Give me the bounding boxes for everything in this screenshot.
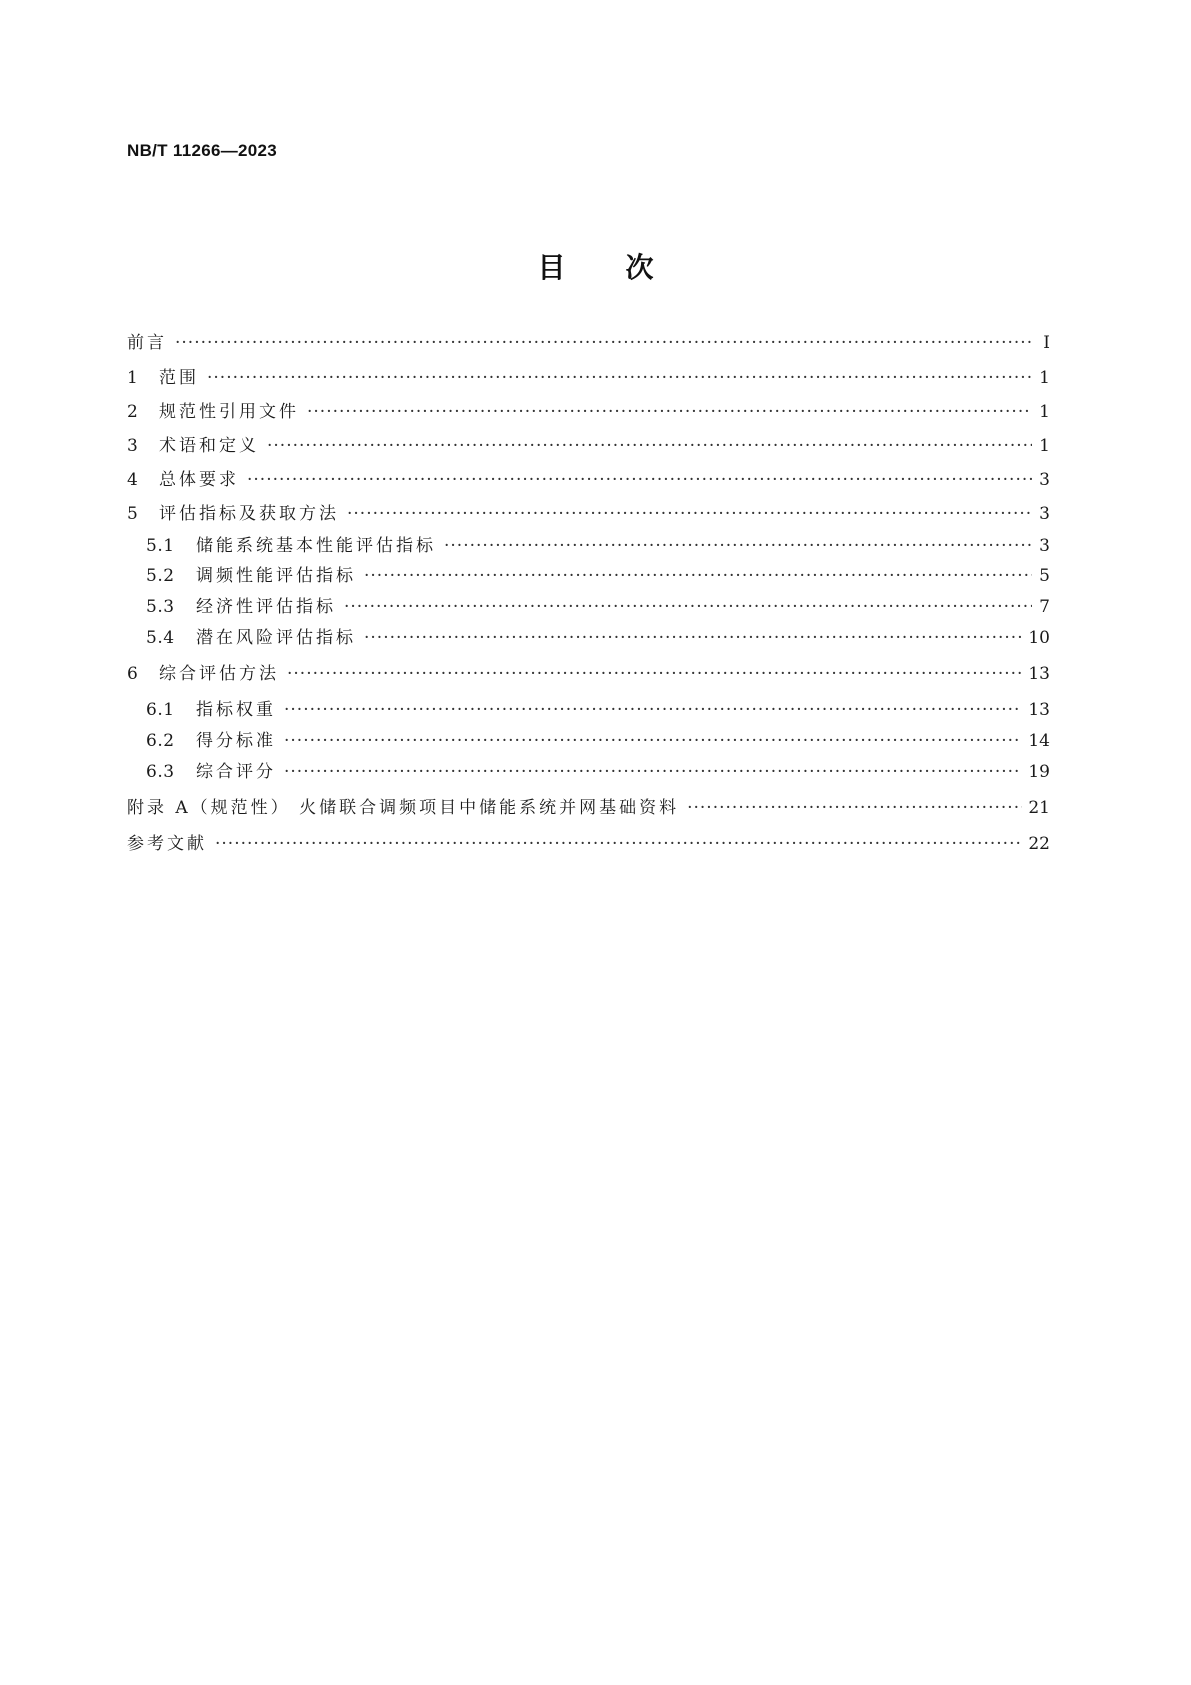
toc-leader-dots — [284, 759, 1022, 785]
toc-leader-dots — [287, 661, 1022, 687]
toc-entry-page: 1 — [1039, 402, 1050, 422]
toc-entry-page: 3 — [1039, 504, 1050, 524]
toc-leader-dots — [347, 501, 1032, 527]
toc-entry-section-6-2[interactable] — [146, 728, 1050, 754]
toc-entry-label: 参考文献 — [127, 834, 207, 854]
toc-leader-dots — [364, 563, 1032, 589]
toc-entry-page: 7 — [1039, 597, 1050, 617]
toc-entry-page: 3 — [1039, 536, 1050, 556]
toc-title: 目次 — [537, 251, 714, 284]
toc-entry-page: 10 — [1028, 628, 1050, 648]
toc-entry-label: 前言 — [127, 333, 167, 353]
toc-entry-page: 22 — [1028, 834, 1050, 854]
toc-entry-section-5[interactable] — [127, 501, 1050, 527]
toc-leader-dots — [687, 795, 1022, 821]
toc-entry-number: 6.3 — [146, 762, 175, 782]
toc-entry-page: 5 — [1039, 566, 1050, 586]
toc-leader-dots — [247, 467, 1032, 493]
toc-entry-number: 5.1 — [146, 536, 175, 556]
toc-entry-label: 储能系统基本性能评估指标 — [196, 536, 436, 556]
toc-entry-page: Ⅰ — [1043, 333, 1050, 353]
toc-entry-label: 评估指标及获取方法 — [159, 504, 339, 524]
toc-leader-dots — [175, 330, 1032, 356]
standard-number: NB/T 11266—2023 — [127, 141, 278, 160]
toc-entry-label: 附录 A（规范性） 火储联合调频项目中储能系统并网基础资料 — [127, 798, 680, 818]
toc-entry-section-5-3[interactable] — [146, 594, 1050, 620]
toc-entry-section-2[interactable] — [127, 399, 1050, 425]
toc-entry-label: 调频性能评估指标 — [196, 566, 356, 586]
toc-leader-dots — [307, 399, 1032, 425]
toc-entry-section-6[interactable] — [127, 661, 1050, 687]
toc-leader-dots — [207, 365, 1032, 391]
toc-leader-dots — [284, 697, 1022, 723]
toc-entry-number: 6 — [127, 664, 139, 684]
toc-entry-label: 指标权重 — [196, 700, 276, 720]
toc-entry-label: 术语和定义 — [159, 436, 259, 456]
toc-entry-number: 6.2 — [146, 731, 175, 751]
toc-entry-label: 得分标准 — [196, 731, 276, 751]
toc-entry-label: 综合评估方法 — [159, 664, 279, 684]
toc-entry-section-5-2[interactable] — [146, 563, 1050, 589]
toc-entry-page: 19 — [1028, 762, 1050, 782]
toc-entry-label: 规范性引用文件 — [159, 402, 299, 422]
toc-entry-section-6-1[interactable] — [146, 697, 1050, 723]
toc-leader-dots — [364, 625, 1022, 651]
toc-leader-dots — [267, 433, 1032, 459]
toc-entry-number: 5.4 — [146, 628, 175, 648]
toc-entry-number: 3 — [127, 436, 139, 456]
toc-entry-number: 6.1 — [146, 700, 175, 720]
toc-leader-dots — [284, 728, 1022, 754]
toc-entry-label: 潜在风险评估指标 — [196, 628, 356, 648]
toc-entry-section-5-1[interactable] — [146, 533, 1050, 559]
toc-entry-label: 经济性评估指标 — [196, 597, 336, 617]
toc-entry-page: 1 — [1039, 368, 1050, 388]
toc-entry-label: 总体要求 — [159, 470, 239, 490]
toc-entry-section-3[interactable] — [127, 433, 1050, 459]
toc-entry-section-6-3[interactable] — [146, 759, 1050, 785]
toc-entry-foreword[interactable] — [127, 330, 1050, 356]
toc-entry-page: 21 — [1028, 798, 1050, 818]
toc-entry-number: 5.2 — [146, 566, 175, 586]
toc-entry-references[interactable] — [127, 831, 1050, 857]
toc-entry-number: 1 — [127, 368, 139, 388]
toc-entry-number: 4 — [127, 470, 139, 490]
toc-entry-label: 范围 — [159, 368, 199, 388]
toc-entry-section-1[interactable] — [127, 365, 1050, 391]
toc-entry-number: 2 — [127, 402, 139, 422]
toc-entry-page: 13 — [1028, 664, 1050, 684]
toc-entry-page: 14 — [1028, 731, 1050, 751]
toc-entry-label: 综合评分 — [196, 762, 276, 782]
toc-leader-dots — [444, 533, 1032, 559]
toc-leader-dots — [344, 594, 1032, 620]
toc-entry-number: 5 — [127, 504, 139, 524]
toc-entry-section-5-4[interactable] — [146, 625, 1050, 651]
toc-entry-page: 13 — [1028, 700, 1050, 720]
toc-entry-page: 3 — [1039, 470, 1050, 490]
toc-entry-number: 5.3 — [146, 597, 175, 617]
toc-leader-dots — [215, 831, 1022, 857]
toc-entry-section-4[interactable] — [127, 467, 1050, 493]
toc-entry-page: 1 — [1039, 436, 1050, 456]
toc-entry-appendix-a[interactable] — [127, 795, 1050, 821]
